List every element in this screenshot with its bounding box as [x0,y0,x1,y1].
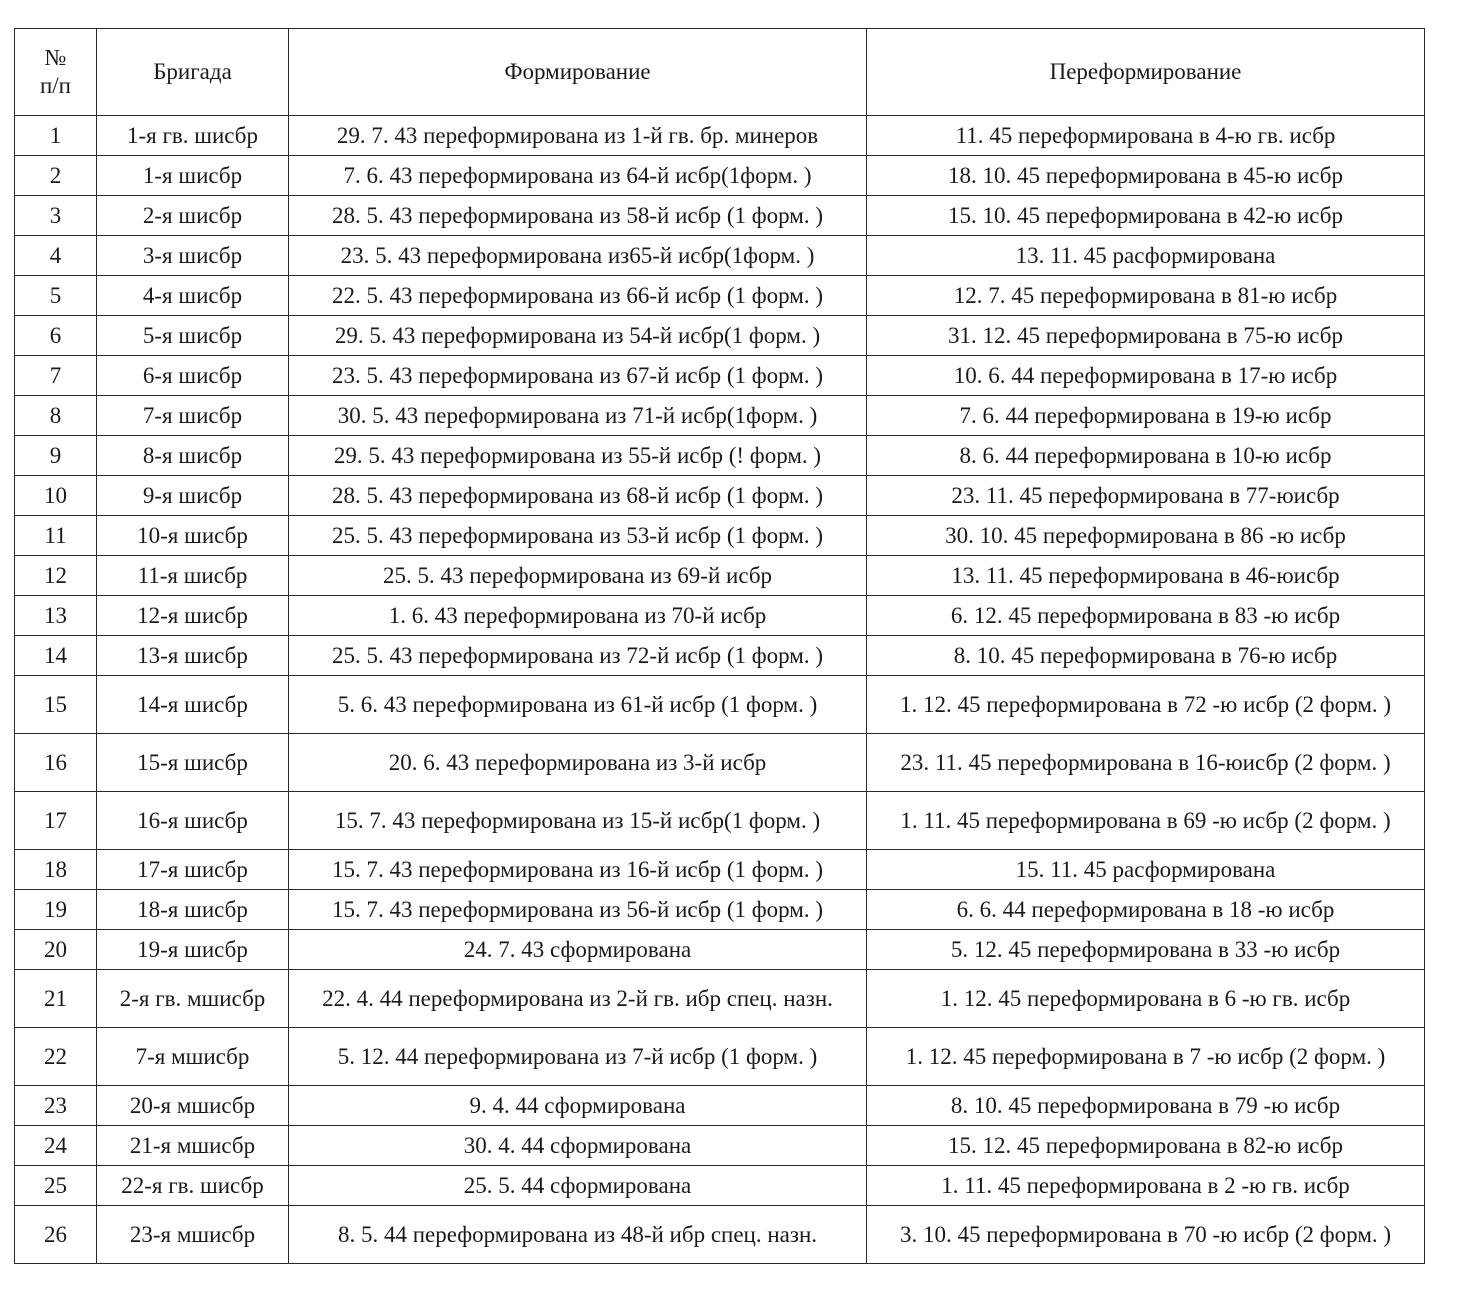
cell-brigade: 4-я шисбр [97,276,289,316]
header-brigade: Бригада [97,29,289,116]
table-row [15,476,1425,516]
table-row [15,636,1425,676]
cell-brigade: 7-я мшисбр [97,1028,289,1086]
cell-reformation: 6. 6. 44 переформирована в 18 -ю исбр [867,890,1425,930]
table-row [15,356,1425,396]
header-number [15,29,97,116]
cell-reformation: 13. 11. 45 переформирована в 46-юисбр [867,556,1425,596]
table-row [15,556,1425,596]
cell-formation: 25. 5. 43 переформирована из 72-й исбр (1 форм. ) [289,636,867,676]
cell-number: 12 [15,556,97,596]
table-row [15,156,1425,196]
cell-number: 16 [15,734,97,792]
cell-formation: 29. 5. 43 переформирована из 54-й исбр(1 форм. ) [289,316,867,356]
table-row [15,436,1425,476]
table-row [15,116,1425,156]
cell-number: 3 [15,196,97,236]
cell-brigade: 5-я шисбр [97,316,289,356]
cell-number: 25 [15,1166,97,1206]
table-row [15,792,1425,850]
table-row [15,396,1425,436]
cell-reformation: 7. 6. 44 переформирована в 19-ю исбр [867,396,1425,436]
cell-formation: 25. 5. 43 переформирована из 53-й исбр (1 форм. ) [289,516,867,556]
cell-formation: 30. 5. 43 переформирована из 71-й исбр(1форм. ) [289,396,867,436]
cell-brigade: 6-я шисбр [97,356,289,396]
cell-reformation: 8. 10. 45 переформирована в 79 -ю исбр [867,1086,1425,1126]
cell-reformation: 12. 7. 45 переформирована в 81-ю исбр [867,276,1425,316]
cell-reformation: 15. 12. 45 переформирована в 82-ю исбр [867,1126,1425,1166]
table-row [15,970,1425,1028]
cell-reformation: 13. 11. 45 расформирована [867,236,1425,276]
cell-number: 9 [15,436,97,476]
cell-brigade: 19-я шисбр [97,930,289,970]
cell-number: 14 [15,636,97,676]
cell-formation: 15. 7. 43 переформирована из 15-й исбр(1 форм. ) [289,792,867,850]
cell-brigade: 11-я шисбр [97,556,289,596]
table-row [15,1206,1425,1264]
cell-number: 22 [15,1028,97,1086]
cell-formation: 30. 4. 44 сформирована [289,1126,867,1166]
cell-reformation: 1. 12. 45 переформирована в 72 -ю исбр (2 форм. ) [867,676,1425,734]
cell-number: 6 [15,316,97,356]
cell-brigade: 14-я шисбр [97,676,289,734]
cell-formation: 28. 5. 43 переформирована из 58-й исбр (1 форм. ) [289,196,867,236]
table-row [15,196,1425,236]
cell-brigade: 18-я шисбр [97,890,289,930]
cell-number: 20 [15,930,97,970]
cell-reformation: 8. 10. 45 переформирована в 76-ю исбр [867,636,1425,676]
cell-number: 7 [15,356,97,396]
cell-formation: 8. 5. 44 переформирована из 48-й ибр спец. назн. [289,1206,867,1264]
cell-reformation: 1. 11. 45 переформирована в 2 -ю гв. исбр [867,1166,1425,1206]
cell-reformation: 5. 12. 45 переформирована в 33 -ю исбр [867,930,1425,970]
cell-reformation: 18. 10. 45 переформирована в 45-ю исбр [867,156,1425,196]
cell-brigade: 22-я гв. шисбр [97,1166,289,1206]
cell-formation: 15. 7. 43 переформирована из 56-й исбр (1 форм. ) [289,890,867,930]
table-row [15,734,1425,792]
cell-formation: 9. 4. 44 сформирована [289,1086,867,1126]
cell-brigade: 2-я шисбр [97,196,289,236]
cell-number: 19 [15,890,97,930]
header-reformation: Переформирование [867,29,1425,116]
table-row [15,1126,1425,1166]
cell-number: 10 [15,476,97,516]
cell-formation: 5. 12. 44 переформирована из 7-й исбр (1 форм. ) [289,1028,867,1086]
document-sheet [14,28,1424,1264]
cell-reformation: 23. 11. 45 переформирована в 77-юисбр [867,476,1425,516]
cell-brigade: 13-я шисбр [97,636,289,676]
table-row [15,516,1425,556]
table-header-row [15,29,1425,116]
cell-brigade: 12-я шисбр [97,596,289,636]
table-row [15,236,1425,276]
cell-brigade: 3-я шисбр [97,236,289,276]
cell-brigade: 1-я гв. шисбр [97,116,289,156]
cell-number: 24 [15,1126,97,1166]
cell-reformation: 31. 12. 45 переформирована в 75-ю исбр [867,316,1425,356]
cell-reformation: 1. 12. 45 переформирована в 7 -ю исбр (2 форм. ) [867,1028,1425,1086]
cell-number: 4 [15,236,97,276]
cell-formation: 1. 6. 43 переформирована из 70-й исбр [289,596,867,636]
cell-number: 15 [15,676,97,734]
cell-number: 2 [15,156,97,196]
table-row [15,676,1425,734]
cell-reformation: 3. 10. 45 переформирована в 70 -ю исбр (2 форм. ) [867,1206,1425,1264]
cell-brigade: 8-я шисбр [97,436,289,476]
cell-formation: 28. 5. 43 переформирована из 68-й исбр (1 форм. ) [289,476,867,516]
cell-reformation: 8. 6. 44 переформирована в 10-ю исбр [867,436,1425,476]
table-row [15,1086,1425,1126]
cell-number: 23 [15,1086,97,1126]
cell-formation: 15. 7. 43 переформирована из 16-й исбр (1 форм. ) [289,850,867,890]
cell-number: 5 [15,276,97,316]
header-number-line1: № [44,45,67,70]
cell-number: 26 [15,1206,97,1264]
table-body [15,116,1425,1264]
cell-reformation: 1. 11. 45 переформирована в 69 -ю исбр (2 форм. ) [867,792,1425,850]
cell-brigade: 23-я мшисбр [97,1206,289,1264]
cell-brigade: 21-я мшисбр [97,1126,289,1166]
cell-brigade: 17-я шисбр [97,850,289,890]
table-row [15,316,1425,356]
cell-reformation: 15. 10. 45 переформирована в 42-ю исбр [867,196,1425,236]
cell-reformation: 10. 6. 44 переформирована в 17-ю исбр [867,356,1425,396]
cell-number: 17 [15,792,97,850]
table-row [15,890,1425,930]
cell-formation: 20. 6. 43 переформирована из 3-й исбр [289,734,867,792]
cell-brigade: 15-я шисбр [97,734,289,792]
cell-brigade: 16-я шисбр [97,792,289,850]
table-row [15,276,1425,316]
cell-formation: 7. 6. 43 переформирована из 64-й исбр(1форм. ) [289,156,867,196]
cell-formation: 22. 4. 44 переформирована из 2-й гв. ибр спец. назн. [289,970,867,1028]
header-formation: Формирование [289,29,867,116]
cell-reformation: 1. 12. 45 переформирована в 6 -ю гв. исбр [867,970,1425,1028]
cell-reformation: 6. 12. 45 переформирована в 83 -ю исбр [867,596,1425,636]
cell-number: 1 [15,116,97,156]
cell-number: 11 [15,516,97,556]
table-row [15,850,1425,890]
cell-formation: 29. 7. 43 переформирована из 1-й гв. бр. минеров [289,116,867,156]
cell-formation: 24. 7. 43 сформирована [289,930,867,970]
cell-reformation: 15. 11. 45 расформирована [867,850,1425,890]
table-row [15,596,1425,636]
cell-formation: 25. 5. 43 переформирована из 69-й исбр [289,556,867,596]
cell-formation: 25. 5. 44 сформирована [289,1166,867,1206]
header-number-line2: п/п [39,73,71,98]
cell-brigade: 10-я шисбр [97,516,289,556]
cell-brigade: 7-я шисбр [97,396,289,436]
table-row [15,1028,1425,1086]
cell-reformation: 30. 10. 45 переформирована в 86 -ю исбр [867,516,1425,556]
cell-reformation: 11. 45 переформирована в 4-ю гв. исбр [867,116,1425,156]
cell-formation: 22. 5. 43 переформирована из 66-й исбр (1 форм. ) [289,276,867,316]
cell-brigade: 9-я шисбр [97,476,289,516]
brigades-table [14,28,1425,1264]
cell-formation: 23. 5. 43 переформирована из65-й исбр(1форм. ) [289,236,867,276]
table-row [15,930,1425,970]
table-row [15,1166,1425,1206]
cell-brigade: 1-я шисбр [97,156,289,196]
cell-formation: 23. 5. 43 переформирована из 67-й исбр (1 форм. ) [289,356,867,396]
cell-number: 21 [15,970,97,1028]
cell-brigade: 20-я мшисбр [97,1086,289,1126]
cell-reformation: 23. 11. 45 переформирована в 16-юисбр (2 форм. ) [867,734,1425,792]
cell-number: 18 [15,850,97,890]
cell-formation: 5. 6. 43 переформирована из 61-й исбр (1 форм. ) [289,676,867,734]
cell-brigade: 2-я гв. мшисбр [97,970,289,1028]
cell-formation: 29. 5. 43 переформирована из 55-й исбр (! форм. ) [289,436,867,476]
cell-number: 13 [15,596,97,636]
cell-number: 8 [15,396,97,436]
